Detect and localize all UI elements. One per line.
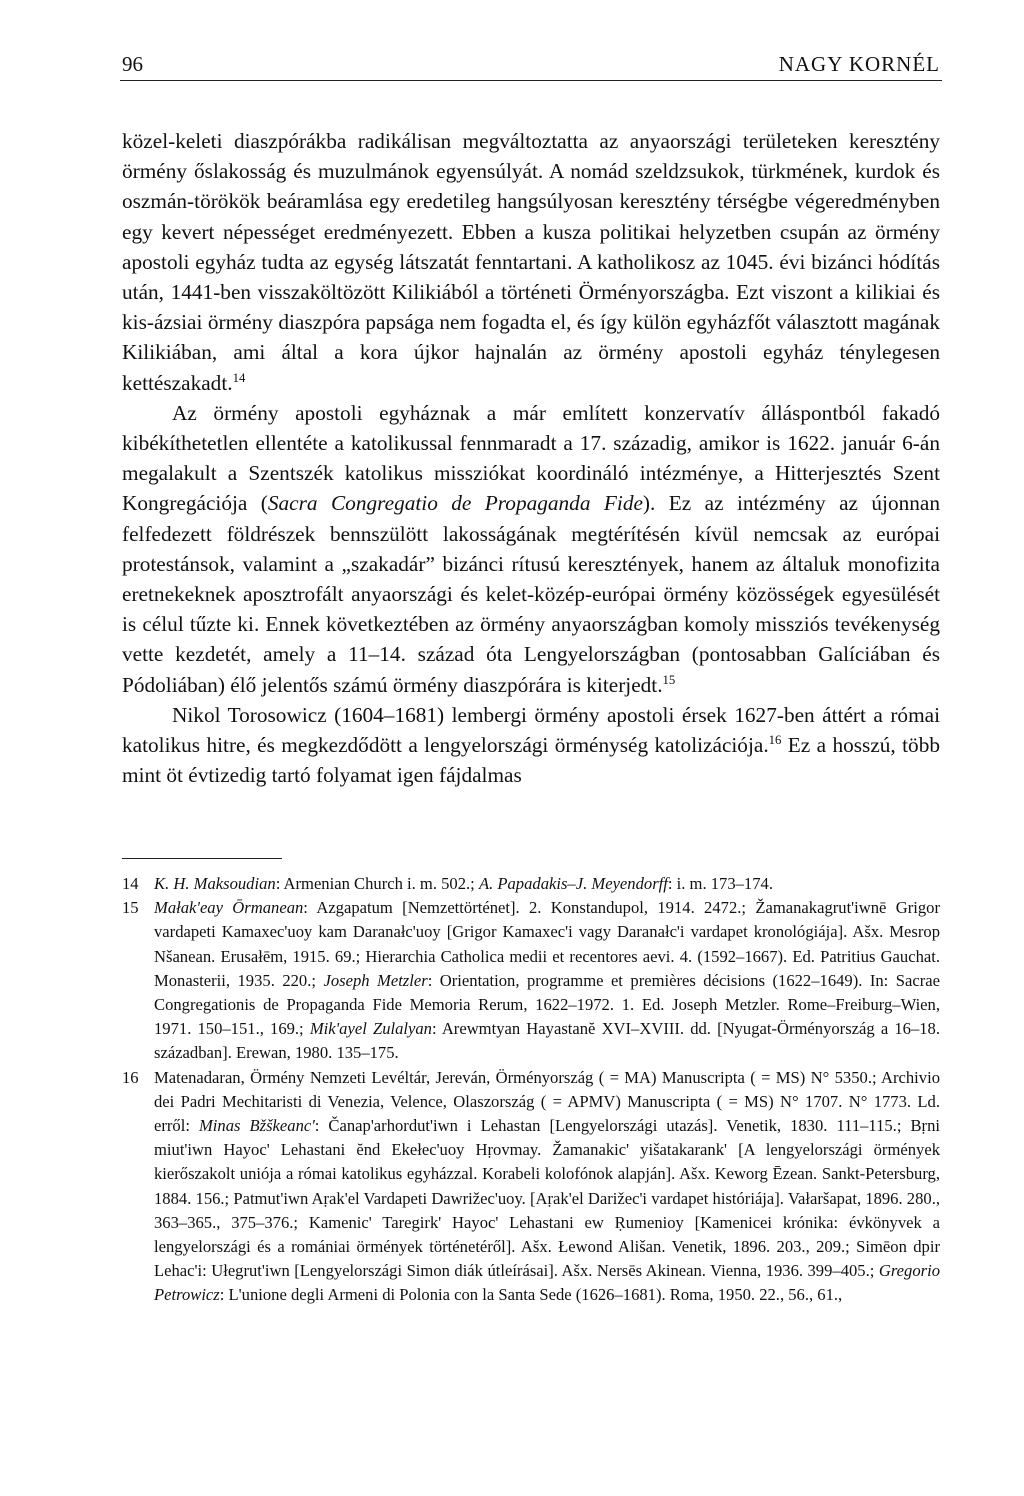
paragraph-2: Az örmény apostoli egyháznak a már említett konzervatív álláspontból fakadó kibékíthetetlen ellentéte a katolikussal fennmaradt a 17. századig, amikor is 1622. január 6-án megalakult a Szentszék katolikus missziókat koordináló intézménye, a Hitterjesztés Szent Kongregációja (Sacra Congregatio de Propaganda Fide). Ez az intézmény az újonnan felfedezett földrészek bennszülött lakosságának megtérítésén kívül nemcsak az európai protestánsok, valamint a „szakadár” bizánci rítusú keresztények, hanem az általuk monofizita eretnekeknek aposztrofált anyaországi és kelet-közép-európai örmény közösségek egyesülését is célul tűzte ki. Ennek következtében az örmény anyaországban komoly missziós tevékenység vette kezdetét, amely a 11–14. század óta Lengyelországban (pontosabban Galíciában és Pódoliában) élő jelentős számú örmény diaszpórára is kiterjedt.$^{15}$ [122, 400, 940, 697]
page-number: 96 [122, 52, 143, 76]
footnote-number: 15 [122, 898, 139, 918]
footnote-16: 16 Matenadaran, Örmény Nemzeti Levéltár, Jereván, Örményország ( = MA) Manuscripta ( = MS) N° 5350.; Archivio dei Padri Mechitaristi di Venezia, Velence, Olaszország ( = APMV) Manuscripta ( = MS) N° 1707. N° 1773. Ld. erről: Minas Bžškeanc': Čanap'arhordut'iwn i Lehastan [Lengyelországi utazás]. Venetik, 1830. 111–115.; Bṛni miut'iwn Hayoc' Lehastani ĕnd Ekełec'uoy Hṛovmay. Žamanakic' yišatakarank' [A lengyelországi örmények kierőszakolt uniója a római katolikus egyházzal. Korabeli kolofónok alapján]. Ašx. Keworg Ēzean. Sankt-Petersburg, 1884. 156.; Patmut'iwn Aṛak'el Vardapeti Dawrižec'uoy. [Aṛak'el Darižec'i vardapet históriája]. Vałaršapat, 1896. 280., 363–365., 375–376.; Kamenic' Taregirk' Hayoc' Lehastani ew Ṛumenioy [Kamenicei krónika: évkönyvek a lengyelországi és a romániai örmények történetéről]. Ašx. Łewond Ališan. Venetik, 1896. 203., 209.; Simēon dpir Lehac'i: Ułegrut'iwn [Lengyelországi Simon diák útleírásai]. Ašx. Nersēs Akinean. Vienna, 1936. 399–405.; Gregorio Petrowicz: L'unione degli Armeni di Polonia con la Santa Sede (1626–1681). Roma, 1950. 22., 56., 61., [122, 1067, 940, 1305]
footnotes [122, 872, 940, 1308]
footnote-14: 14 K. H. Maksoudian: Armenian Church i. m. 502.; A. Papadakis–J. Meyendorff: i. m. 173–174. [122, 872, 940, 896]
paragraph-1: közel-keleti diaszpórákba radikálisan megváltoztatta az anyaországi területeken keresztény örmény őslakosság és muzulmánok egyensúlyát. A nomád szeldzsukok, türkmének, kurdok és oszmán-törökök beáramlása egy eredetileg hangsúlyosan keresztény térségbe végeredményben egy kevert népességet eredményezett. Ebben a kusza politikai helyzetben csupán az örmény apostoli egyház tudta az egység látszatát fenntartani. A katholikosz az 1045. évi bizánci hódítás után, 1441-ben visszaköltözött Kilikiából a történeti Örményországba. Ezt viszont a kilikiai és kis-ázsiai örmény diaszpóra papsága nem fogadta el, és így külön egyházfőt választott magának Kilikiában, ami által a kora újkor hajnalán az örmény apostoli egyház ténylegesen kettészakadt.$^{14}$ [122, 129, 940, 395]
footnote-rule [122, 858, 282, 859]
paragraph-3: Nikol Torosowicz (1604–1681) lembergi örmény apostoli érsek 1627-ben áttért a római katolikus hitre, és megkezdődött a lengyelországi örménység katolizációja.$^{16}$ Ez a hosszú, több mint öt évtizedig tartó folyamat igen fájdalmas [122, 702, 940, 788]
running-title: NAGY KORNÉL [778, 52, 940, 76]
page-header [122, 48, 940, 78]
footnote-ref-14: 14 [232, 370, 246, 385]
footnote-ref-15: 15 [662, 672, 676, 687]
main-text [122, 126, 940, 790]
header-rule [120, 80, 942, 81]
italic-title: Sacra Congregatio de Propaganda Fide [267, 491, 643, 516]
footnote-number: 16 [122, 1067, 139, 1087]
footnote-15: 15 Małak'eay Ōrmanean: Azgapatum [Nemzettörténet]. 2. Konstandupol, 1914. 2472.; Žamanakagrut'iwnē Grigor vardapeti Kamaxec'uoy kam Daranałc'uoy [Grigor Kamaxec'i vagy Daranałc'i vardapet kronológiája]. Ašx. Mesrop Nšanean. Erusałēm, 1915. 69.; Hierarchia Catholica medii et recentores aevi. 4. (1592–1667). Ed. Patritius Gauchat. Monasterii, 1935. 220.; Joseph Metzler: Orientation, programme et premières décisions (1622–1649). In: Sacrae Congregationis de Propaganda Fide Memoria Rerum, 1622–1972. 1. Ed. Joseph Metzler. Rome–Freiburg–Wien, 1971. 150–151., 169.; Mik'ayel Zulalyan: Arewmtyan Hayastanĕ XVI–XVIII. dd. [Nyugat-Örményország a 16–18. században]. Erewan, 1980. 135–175. [122, 898, 941, 1063]
footnote-ref-16: 16 [768, 732, 782, 747]
footnote-number: 14 [122, 874, 139, 893]
